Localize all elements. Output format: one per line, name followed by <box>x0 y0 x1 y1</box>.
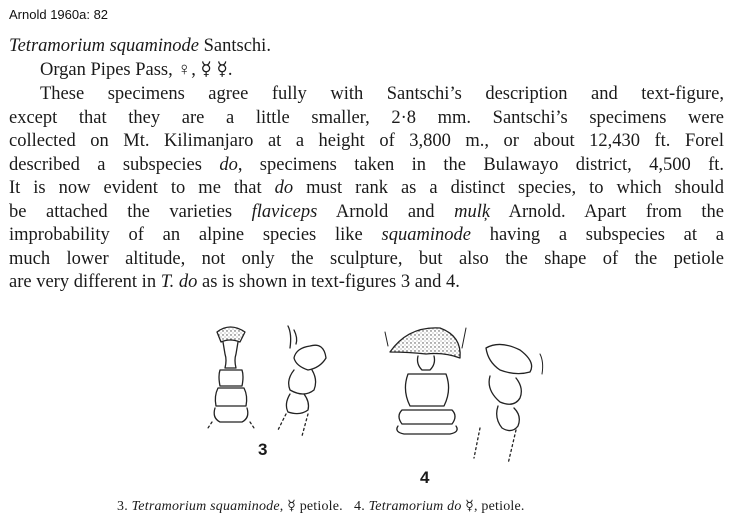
fig3-lateral-view <box>278 326 326 436</box>
text-run: It is now evident to me that <box>9 178 275 198</box>
text-run: Arnold and <box>317 201 455 222</box>
species-heading <box>9 35 271 57</box>
locality-line: Organ Pipes Pass, ♀, ☿ ☿. <box>40 60 233 80</box>
fig4-dorsal-view <box>385 328 466 434</box>
petiole-drawings <box>190 318 550 468</box>
italic-run: do <box>274 178 294 198</box>
text-run: having a subspecies at a <box>470 225 725 245</box>
body-line-9 <box>9 271 724 295</box>
caption-4-rest: ☿, petiole. <box>461 499 525 514</box>
caption-3-species: Tetramorium squaminode <box>131 499 280 514</box>
fig3-dorsal-view <box>208 327 254 428</box>
caption-4-number: 4. <box>354 499 369 514</box>
italic-run: do <box>219 154 238 175</box>
text-run: described a subspecies <box>9 154 220 175</box>
page-reference: Arnold 1960a: 82 <box>9 7 109 22</box>
body-line-8: much lower altitude, not only the sculpture, but also the shape of the petiole <box>9 248 724 269</box>
body-line-5 <box>9 177 724 201</box>
italic-run: T. do <box>160 272 198 292</box>
caption-3-rest: , ☿ petiole. <box>279 499 343 514</box>
text-run: are very different in <box>9 272 161 292</box>
body-paragraph <box>9 83 724 295</box>
caption-3-number: 3. <box>117 499 132 514</box>
body-line-3: collected on Mt. Kilimanjaro at a height of 3,800 m., or about 12,430 ft. Forel <box>9 131 724 151</box>
figure-4-label: 4 <box>420 468 430 487</box>
text-run: be attached the varieties <box>9 201 252 222</box>
body-line-6 <box>9 201 724 225</box>
figure-caption <box>117 498 525 515</box>
text-run: must rank as a distinct species, to which should <box>293 178 725 198</box>
text-run: as is shown in text-figures 3 and 4. <box>197 272 460 292</box>
petiole-figures <box>190 318 550 487</box>
caption-4-species: Tetramorium do <box>368 499 462 514</box>
text-run: improbability of an alpine species like <box>9 225 382 245</box>
italic-run: mulķ <box>454 201 491 222</box>
body-line-2: except that they are a little smaller, 2·8 mm. Santschi’s specimens were <box>9 107 724 128</box>
text-run: , specimens taken in the Bulawayo district, 4,500 ft. <box>237 154 725 175</box>
species-author: Santschi. <box>199 36 271 56</box>
italic-run: flaviceps <box>251 201 318 222</box>
fig4-lateral-view <box>474 344 543 464</box>
body-line-7 <box>9 224 724 248</box>
species-name: Tetramorium squaminode <box>9 36 199 56</box>
body-line-1: These specimens agree fully with Santschi’s description and text-figure, <box>40 84 724 104</box>
italic-run: squaminode <box>381 225 471 245</box>
figure-3-label: 3 <box>258 440 268 459</box>
body-line-4 <box>9 154 724 178</box>
text-run: Arnold. Apart from the <box>490 201 724 222</box>
